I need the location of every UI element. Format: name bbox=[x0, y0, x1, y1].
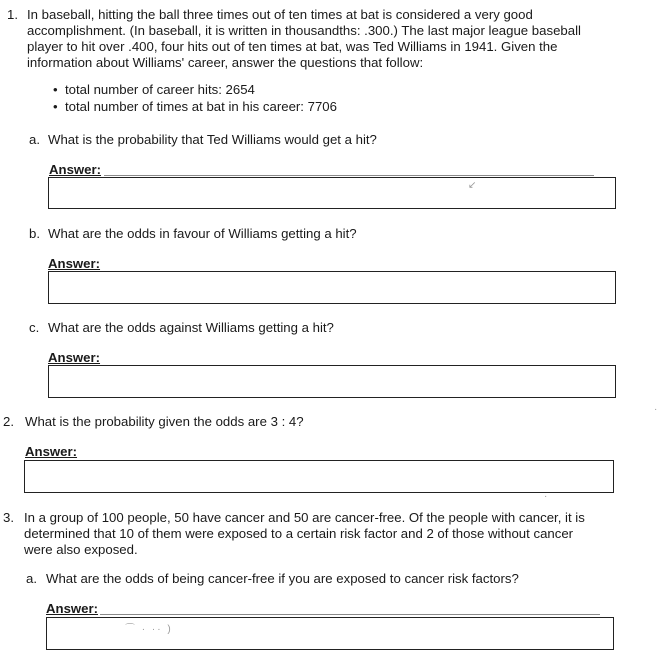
answer-1a-box[interactable] bbox=[48, 177, 616, 209]
question-1b-letter: b. bbox=[29, 226, 40, 241]
question-1b-text: What are the odds in favour of Williams getting a hit? bbox=[48, 226, 357, 241]
answer-1b-box[interactable] bbox=[48, 271, 616, 304]
question-1-line-2: accomplishment. (In baseball, it is written in thousandths: .300.) The last major league baseball bbox=[27, 23, 581, 38]
question-3-text bbox=[24, 510, 614, 558]
stray-mark: · bbox=[654, 404, 658, 415]
question-1c-text: What are the odds against Williams getting a hit? bbox=[48, 320, 334, 335]
answer-2-box[interactable] bbox=[24, 460, 614, 493]
question-1a-text: What is the probability that Ted Williams would get a hit? bbox=[48, 132, 377, 147]
answer-3a-label: Answer: bbox=[46, 601, 99, 616]
question-1c-letter: c. bbox=[29, 320, 40, 335]
answer-1c-box[interactable] bbox=[48, 365, 616, 398]
answer-1c-label: Answer: bbox=[48, 350, 101, 365]
question-1-text bbox=[27, 7, 617, 71]
stray-mark: ⌒ · ·· ) bbox=[125, 624, 173, 635]
question-1a-letter: a. bbox=[29, 132, 40, 147]
question-2-number: 2. bbox=[3, 414, 14, 429]
answer-1a-rule bbox=[104, 175, 594, 176]
career-at-bats-bullet: • total number of times at bat in his career: 7706 bbox=[53, 99, 337, 115]
question-2-text: What is the probability given the odds are 3 : 4? bbox=[25, 414, 304, 429]
question-1-line-1: In baseball, hitting the ball three times out of ten times at bat is considered a very good bbox=[27, 7, 533, 22]
question-1-line-4: information about Williams' career, answer the questions that follow: bbox=[27, 55, 424, 70]
answer-1a-label: Answer: bbox=[49, 162, 102, 177]
question-3-line-2: determined that 10 of them were exposed to a certain risk factor and 2 of those without cancer bbox=[24, 526, 574, 541]
answer-3a-rule bbox=[100, 614, 600, 615]
pencil-mark: ↙ bbox=[468, 180, 477, 191]
question-3-number: 3. bbox=[3, 510, 14, 525]
question-3a-letter: a. bbox=[26, 571, 37, 586]
career-hits-bullet: • total number of career hits: 2654 bbox=[53, 82, 337, 98]
question-1-number: 1. bbox=[7, 7, 18, 22]
question-3-line-1: In a group of 100 people, 50 have cancer and 50 are cancer-free. Of the people with cancer, it is bbox=[24, 510, 585, 525]
career-stats-list bbox=[53, 82, 337, 116]
answer-1b-label: Answer: bbox=[48, 256, 101, 271]
question-3-line-3: were also exposed. bbox=[24, 542, 138, 557]
question-3a-text: What are the odds of being cancer-free if you are exposed to cancer risk factors? bbox=[46, 571, 519, 586]
answer-2-label: Answer: bbox=[25, 444, 78, 459]
question-1-line-3: player to hit over .400, four hits out of ten times at bat, was Ted Williams in 1941. Given the bbox=[27, 39, 558, 54]
stray-mark: · bbox=[544, 491, 548, 502]
